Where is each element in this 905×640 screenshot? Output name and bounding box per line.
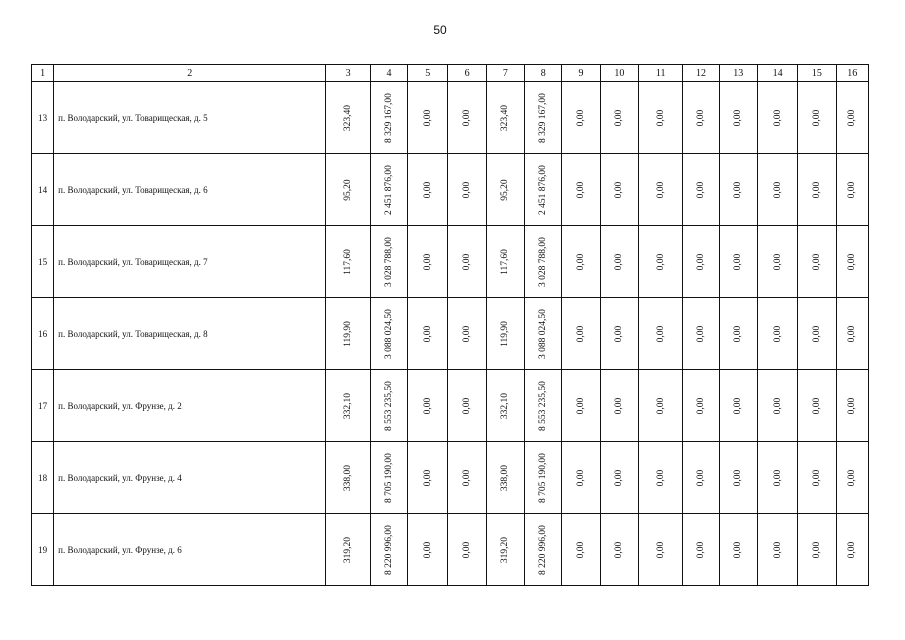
value-cell-c15 xyxy=(798,298,836,370)
value-cell-c12 xyxy=(683,82,719,154)
value-text: 0,00 xyxy=(772,253,783,270)
address-cell: п. Володарский, ул. Фрунзе, д. 6 xyxy=(54,514,326,586)
value-cell-c10 xyxy=(600,442,638,514)
value-cell-c16 xyxy=(836,154,868,226)
column-number-cell: 8 xyxy=(525,65,562,82)
column-number-cell: 6 xyxy=(448,65,486,82)
value-cell-c7 xyxy=(486,226,524,298)
value-text: 0,00 xyxy=(695,397,706,414)
value-cell-c3 xyxy=(326,370,370,442)
value-text: 95,20 xyxy=(500,178,511,201)
value-text: 0,00 xyxy=(462,469,473,486)
value-cell-c8 xyxy=(525,298,562,370)
value-cell-c3 xyxy=(326,442,370,514)
value-cell-c8 xyxy=(525,154,562,226)
value-text: 0,00 xyxy=(811,397,822,414)
value-cell-c12 xyxy=(683,298,719,370)
value-cell-c9 xyxy=(562,370,600,442)
value-text: 0,00 xyxy=(422,541,433,558)
value-cell-c5 xyxy=(408,226,448,298)
value-cell-c3 xyxy=(326,514,370,586)
table-row xyxy=(32,226,869,298)
value-cell-c10 xyxy=(600,154,638,226)
value-cell-c7 xyxy=(486,370,524,442)
value-cell-c11 xyxy=(638,370,682,442)
value-cell-c13 xyxy=(719,226,757,298)
value-text: 0,00 xyxy=(614,253,625,270)
column-number-cell: 11 xyxy=(638,65,682,82)
value-cell-c4 xyxy=(370,514,407,586)
value-text: 0,00 xyxy=(614,109,625,126)
value-text: 0,00 xyxy=(655,181,666,198)
value-text: 0,00 xyxy=(655,325,666,342)
value-text: 2 451 876,00 xyxy=(383,164,394,215)
value-text: 0,00 xyxy=(462,253,473,270)
value-cell-c16 xyxy=(836,226,868,298)
value-text: 332,10 xyxy=(343,392,354,419)
address-cell: п. Володарский, ул. Фрунзе, д. 2 xyxy=(54,370,326,442)
value-cell-c14 xyxy=(757,298,797,370)
value-text: 0,00 xyxy=(733,325,744,342)
column-number-cell: 2 xyxy=(54,65,326,82)
value-cell-c10 xyxy=(600,298,638,370)
value-text: 0,00 xyxy=(576,397,586,414)
value-text: 3 088 024,50 xyxy=(383,308,394,359)
value-cell-c8 xyxy=(525,514,562,586)
value-cell-c4 xyxy=(370,298,407,370)
value-text: 0,00 xyxy=(847,109,858,126)
row-number-cell: 19 xyxy=(32,514,54,586)
value-cell-c13 xyxy=(719,154,757,226)
value-text: 323,40 xyxy=(500,104,511,131)
value-text: 0,00 xyxy=(422,253,433,270)
address-cell: п. Володарский, ул. Фрунзе, д. 4 xyxy=(54,442,326,514)
value-cell-c9 xyxy=(562,298,600,370)
value-text: 0,00 xyxy=(847,541,858,558)
value-cell-c15 xyxy=(798,226,836,298)
row-number-cell: 14 xyxy=(32,154,54,226)
value-text: 0,00 xyxy=(811,325,822,342)
value-text: 0,00 xyxy=(733,253,744,270)
value-text: 0,00 xyxy=(847,397,858,414)
value-text: 0,00 xyxy=(811,181,822,198)
value-text: 0,00 xyxy=(695,469,706,486)
value-text: 0,00 xyxy=(422,469,433,486)
value-cell-c12 xyxy=(683,154,719,226)
value-text: 0,00 xyxy=(847,469,858,486)
value-cell-c16 xyxy=(836,370,868,442)
value-cell-c13 xyxy=(719,514,757,586)
value-cell-c9 xyxy=(562,82,600,154)
value-text: 0,00 xyxy=(576,469,586,486)
table-row xyxy=(32,154,869,226)
value-cell-c5 xyxy=(408,514,448,586)
value-text: 8 553 235,50 xyxy=(538,380,549,431)
value-text: 0,00 xyxy=(576,181,586,198)
value-text: 0,00 xyxy=(811,253,822,270)
value-cell-c4 xyxy=(370,442,407,514)
value-cell-c6 xyxy=(448,514,486,586)
row-number-cell: 15 xyxy=(32,226,54,298)
value-text: 0,00 xyxy=(422,325,433,342)
value-cell-c12 xyxy=(683,442,719,514)
value-text: 0,00 xyxy=(614,325,625,342)
value-text: 0,00 xyxy=(695,109,706,126)
value-text: 0,00 xyxy=(614,181,625,198)
value-cell-c13 xyxy=(719,442,757,514)
value-cell-c10 xyxy=(600,226,638,298)
value-text: 0,00 xyxy=(772,397,783,414)
value-text: 0,00 xyxy=(811,541,822,558)
column-number-cell: 10 xyxy=(600,65,638,82)
address-cell: п. Володарский, ул. Товарищеская, д. 5 xyxy=(54,82,326,154)
value-cell-c8 xyxy=(525,442,562,514)
column-number-cell: 15 xyxy=(798,65,836,82)
value-cell-c14 xyxy=(757,514,797,586)
column-number-cell: 12 xyxy=(683,65,719,82)
value-cell-c6 xyxy=(448,442,486,514)
value-cell-c11 xyxy=(638,154,682,226)
value-cell-c14 xyxy=(757,370,797,442)
value-text: 0,00 xyxy=(576,109,586,126)
value-text: 3 028 788,00 xyxy=(383,236,394,287)
value-text: 0,00 xyxy=(576,541,586,558)
value-text: 117,60 xyxy=(343,248,354,275)
value-cell-c7 xyxy=(486,442,524,514)
column-number-cell: 5 xyxy=(408,65,448,82)
value-cell-c15 xyxy=(798,82,836,154)
value-cell-c13 xyxy=(719,370,757,442)
value-cell-c5 xyxy=(408,82,448,154)
value-text: 0,00 xyxy=(695,541,706,558)
value-cell-c7 xyxy=(486,154,524,226)
value-text: 338,00 xyxy=(500,464,511,491)
value-cell-c11 xyxy=(638,82,682,154)
value-cell-c6 xyxy=(448,82,486,154)
value-text: 8 220 996,00 xyxy=(383,524,394,575)
value-cell-c5 xyxy=(408,154,448,226)
value-cell-c4 xyxy=(370,82,407,154)
row-number-cell: 13 xyxy=(32,82,54,154)
value-text: 117,60 xyxy=(500,248,511,275)
column-number-cell: 14 xyxy=(757,65,797,82)
table-row xyxy=(32,370,869,442)
value-text: 338,00 xyxy=(343,464,354,491)
value-text: 0,00 xyxy=(811,469,822,486)
value-text: 8 553 235,50 xyxy=(383,380,394,431)
value-text: 0,00 xyxy=(811,109,822,126)
value-text: 0,00 xyxy=(655,253,666,270)
value-text: 0,00 xyxy=(422,181,433,198)
value-text: 2 451 876,00 xyxy=(538,164,549,215)
value-cell-c9 xyxy=(562,226,600,298)
value-text: 0,00 xyxy=(847,253,858,270)
value-cell-c15 xyxy=(798,442,836,514)
value-cell-c7 xyxy=(486,298,524,370)
value-cell-c7 xyxy=(486,82,524,154)
value-text: 0,00 xyxy=(695,181,706,198)
value-cell-c11 xyxy=(638,226,682,298)
value-text: 3 088 024,50 xyxy=(538,308,549,359)
value-cell-c15 xyxy=(798,514,836,586)
value-text: 0,00 xyxy=(733,181,744,198)
value-text: 0,00 xyxy=(695,253,706,270)
value-text: 0,00 xyxy=(462,181,473,198)
column-number-cell: 3 xyxy=(326,65,370,82)
value-cell-c13 xyxy=(719,298,757,370)
value-cell-c16 xyxy=(836,442,868,514)
value-text: 0,00 xyxy=(655,541,666,558)
table-row xyxy=(32,442,869,514)
value-text: 0,00 xyxy=(614,469,625,486)
value-cell-c13 xyxy=(719,82,757,154)
value-cell-c14 xyxy=(757,154,797,226)
value-text: 8 329 167,00 xyxy=(538,92,549,143)
value-cell-c15 xyxy=(798,154,836,226)
value-cell-c3 xyxy=(326,154,370,226)
value-cell-c10 xyxy=(600,370,638,442)
value-text: 0,00 xyxy=(772,181,783,198)
value-cell-c14 xyxy=(757,442,797,514)
value-text: 8 220 996,00 xyxy=(538,524,549,575)
value-cell-c7 xyxy=(486,514,524,586)
page-number: 50 xyxy=(433,23,447,37)
table-row xyxy=(32,298,869,370)
value-text: 0,00 xyxy=(422,397,433,414)
data-table xyxy=(31,64,869,586)
value-cell-c14 xyxy=(757,82,797,154)
value-cell-c9 xyxy=(562,442,600,514)
value-text: 3 028 788,00 xyxy=(538,236,549,287)
value-text: 0,00 xyxy=(733,109,744,126)
value-cell-c4 xyxy=(370,226,407,298)
value-text: 0,00 xyxy=(422,109,433,126)
column-number-cell: 16 xyxy=(836,65,868,82)
value-text: 323,40 xyxy=(343,104,354,131)
value-text: 0,00 xyxy=(462,541,473,558)
value-text: 119,90 xyxy=(500,320,511,347)
value-cell-c6 xyxy=(448,370,486,442)
value-text: 0,00 xyxy=(655,109,666,126)
value-cell-c3 xyxy=(326,226,370,298)
value-text: 0,00 xyxy=(695,325,706,342)
value-cell-c12 xyxy=(683,514,719,586)
value-text: 0,00 xyxy=(576,253,586,270)
address-cell: п. Володарский, ул. Товарищеская, д. 7 xyxy=(54,226,326,298)
column-number-cell: 9 xyxy=(562,65,600,82)
value-text: 8 329 167,00 xyxy=(383,92,394,143)
column-number-row xyxy=(32,65,869,82)
value-cell-c10 xyxy=(600,514,638,586)
table-row xyxy=(32,82,869,154)
value-cell-c11 xyxy=(638,514,682,586)
value-text: 0,00 xyxy=(847,181,858,198)
row-number-cell: 17 xyxy=(32,370,54,442)
column-number-cell: 1 xyxy=(32,65,54,82)
value-cell-c9 xyxy=(562,514,600,586)
value-text: 95,20 xyxy=(343,178,354,201)
value-text: 0,00 xyxy=(772,541,783,558)
value-text: 0,00 xyxy=(733,469,744,486)
value-text: 332,10 xyxy=(500,392,511,419)
row-number-cell: 18 xyxy=(32,442,54,514)
value-cell-c6 xyxy=(448,298,486,370)
column-number-cell: 13 xyxy=(719,65,757,82)
value-text: 319,20 xyxy=(343,536,354,563)
value-cell-c8 xyxy=(525,82,562,154)
value-cell-c4 xyxy=(370,154,407,226)
value-text: 8 705 190,00 xyxy=(383,452,394,503)
value-text: 0,00 xyxy=(462,397,473,414)
value-cell-c9 xyxy=(562,154,600,226)
value-text: 0,00 xyxy=(772,109,783,126)
value-cell-c14 xyxy=(757,226,797,298)
value-text: 0,00 xyxy=(462,325,473,342)
value-cell-c16 xyxy=(836,82,868,154)
value-text: 0,00 xyxy=(655,397,666,414)
value-cell-c4 xyxy=(370,370,407,442)
value-text: 0,00 xyxy=(733,541,744,558)
value-text: 0,00 xyxy=(772,469,783,486)
value-cell-c12 xyxy=(683,370,719,442)
value-text: 0,00 xyxy=(614,541,625,558)
value-text: 0,00 xyxy=(655,469,666,486)
address-cell: п. Володарский, ул. Товарищеская, д. 8 xyxy=(54,298,326,370)
value-text: 0,00 xyxy=(772,325,783,342)
value-cell-c8 xyxy=(525,370,562,442)
value-cell-c15 xyxy=(798,370,836,442)
value-text: 0,00 xyxy=(462,109,473,126)
table-row xyxy=(32,514,869,586)
value-cell-c16 xyxy=(836,514,868,586)
address-cell: п. Володарский, ул. Товарищеская, д. 6 xyxy=(54,154,326,226)
value-text: 8 705 190,00 xyxy=(538,452,549,503)
value-cell-c3 xyxy=(326,298,370,370)
column-number-cell: 4 xyxy=(370,65,407,82)
value-cell-c16 xyxy=(836,298,868,370)
value-text: 0,00 xyxy=(614,397,625,414)
value-text: 0,00 xyxy=(733,397,744,414)
value-cell-c3 xyxy=(326,82,370,154)
value-cell-c5 xyxy=(408,370,448,442)
value-text: 319,20 xyxy=(500,536,511,563)
column-number-cell: 7 xyxy=(486,65,524,82)
value-cell-c6 xyxy=(448,154,486,226)
value-text: 119,90 xyxy=(343,320,354,347)
row-number-cell: 16 xyxy=(32,298,54,370)
value-cell-c11 xyxy=(638,298,682,370)
value-text: 0,00 xyxy=(847,325,858,342)
value-cell-c6 xyxy=(448,226,486,298)
value-cell-c10 xyxy=(600,82,638,154)
value-cell-c5 xyxy=(408,298,448,370)
value-cell-c8 xyxy=(525,226,562,298)
value-cell-c11 xyxy=(638,442,682,514)
value-text: 0,00 xyxy=(576,325,586,342)
value-cell-c12 xyxy=(683,226,719,298)
value-cell-c5 xyxy=(408,442,448,514)
